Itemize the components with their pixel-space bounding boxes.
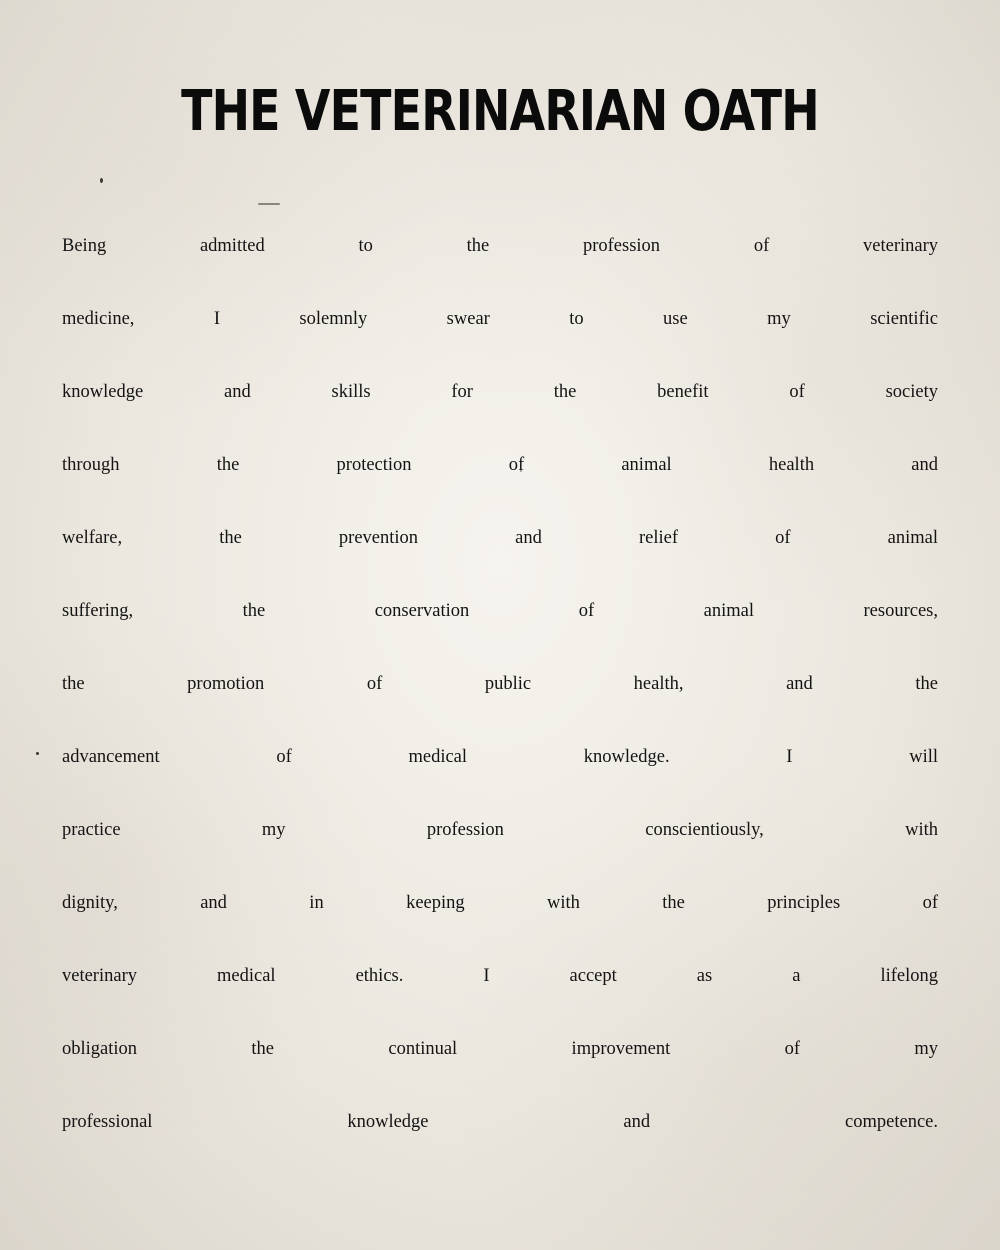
oath-line: Being admitted to the profession of veterinary <box>62 236 938 256</box>
oath-line: medicine, I solemnly swear to use my scientific <box>62 309 938 329</box>
page-title: THE VETERINARIAN OATH <box>181 79 819 144</box>
oath-line: through the protection of animal health and <box>62 455 938 475</box>
oath-line: practice my profession conscientiously, with <box>62 820 938 840</box>
oath-line: obligation the continual improvement of my <box>62 1039 938 1059</box>
oath-line: suffering, the conservation of animal resources, <box>62 601 938 621</box>
oath-line: welfare, the prevention and relief of animal <box>62 528 938 548</box>
oath-line: veterinary medical ethics. I accept as a lifelong <box>62 966 938 986</box>
paper-speck <box>258 203 280 205</box>
oath-text <box>62 210 938 1159</box>
oath-line: the promotion of public health, and the <box>62 674 938 694</box>
oath-line: professional knowledge and competence. <box>62 1112 938 1132</box>
paper-speck <box>100 178 103 183</box>
paper-speck <box>36 752 39 755</box>
oath-line: knowledge and skills for the benefit of society <box>62 382 938 402</box>
oath-line: advancement of medical knowledge. I will <box>62 747 938 767</box>
oath-line: dignity, and in keeping with the principles of <box>62 893 938 913</box>
